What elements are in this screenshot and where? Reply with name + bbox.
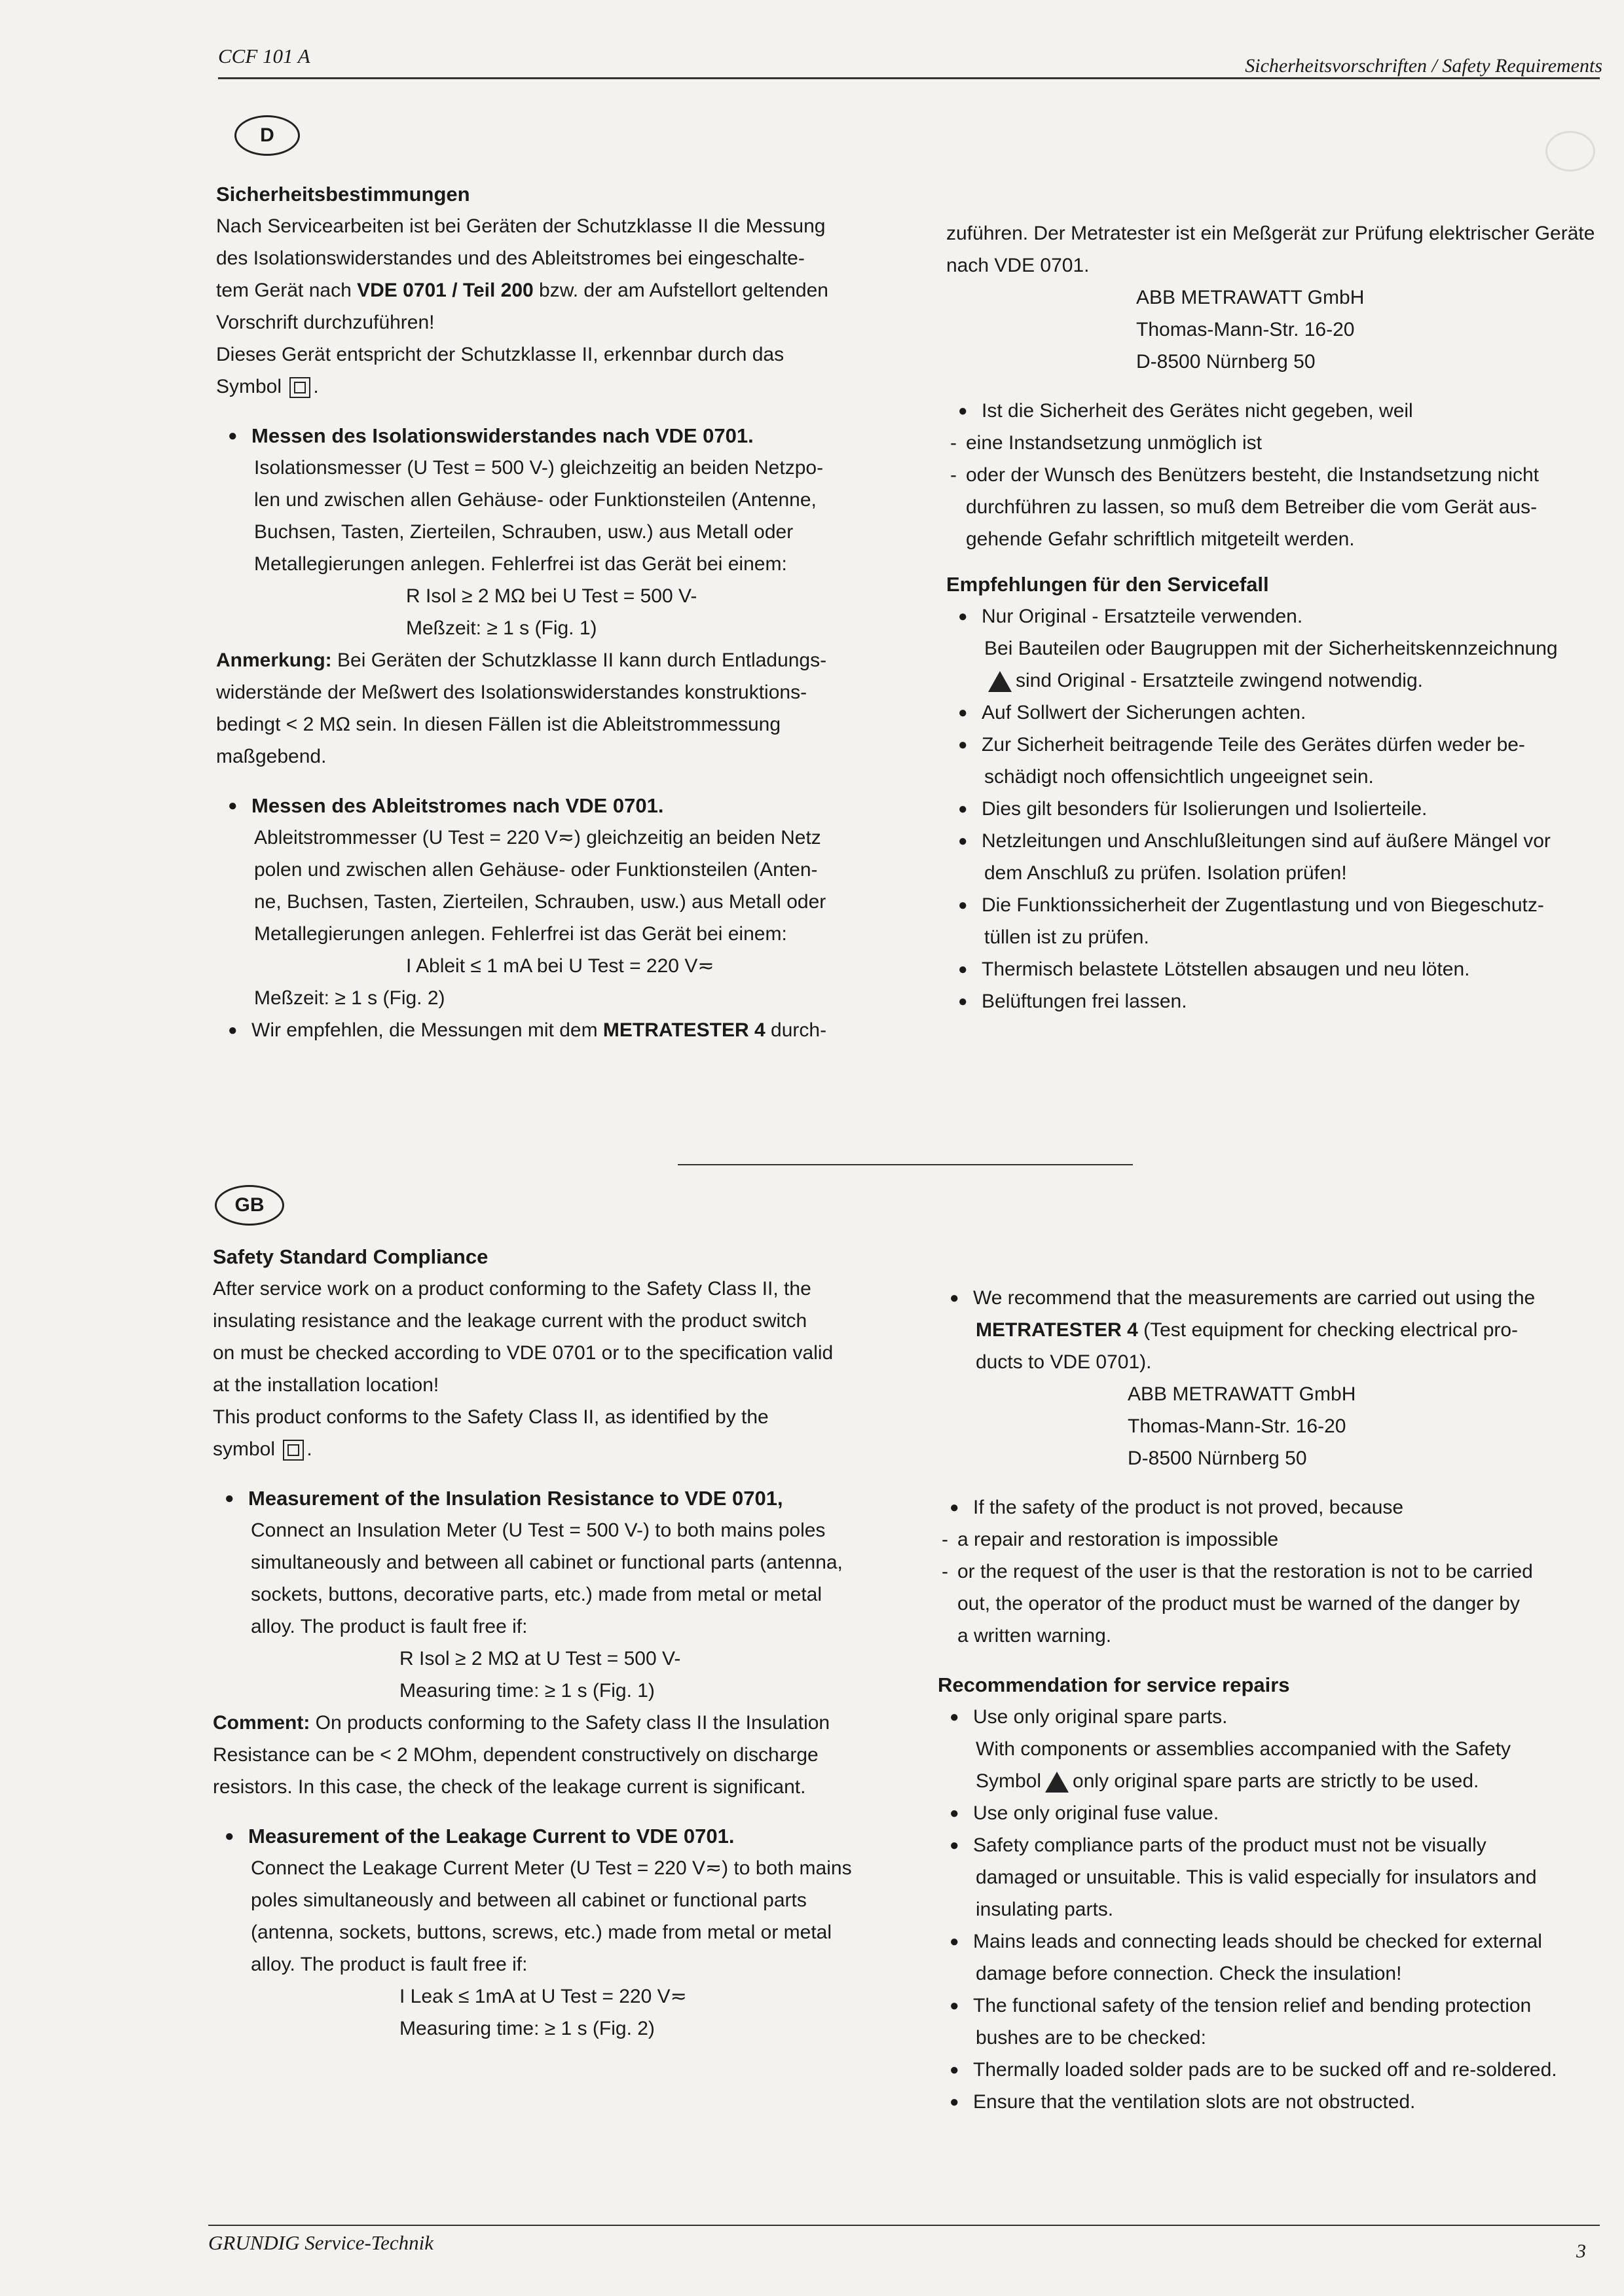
page-number: 3 bbox=[1576, 2240, 1586, 2262]
gb-leak-title: ● Measurement of the Leakage Current to VDE 0701. bbox=[225, 1820, 881, 1852]
de-leak-line: Metallegierungen anlegen. Fehlerfrei ist das Gerät bei einem: bbox=[254, 923, 787, 945]
de-service-title: Empfehlungen für den Servicefall bbox=[946, 573, 1269, 596]
de-intro-line: des Isolationswiderstandes und des Ableitstromes bei eingeschalte- bbox=[216, 247, 805, 269]
de-service-item: ● Belüftungen frei lassen. bbox=[958, 985, 1601, 1017]
language-badge-de: D bbox=[234, 115, 300, 156]
gb-safety-line: - or the request of the user is that the restoration is not to be carried bbox=[938, 1556, 1599, 1588]
gb-leak-line: Connect the Leakage Current Meter (U Test = 220 V≂) to both mains bbox=[251, 1857, 852, 1879]
de-left-column bbox=[216, 178, 877, 1046]
gb-recommend-line: ducts to VDE 0701). bbox=[976, 1351, 1152, 1373]
de-leak-time: Meßzeit: ≥ 1 s (Fig. 2) bbox=[254, 987, 445, 1009]
de-service-item: ● Dies gilt besonders für Isolierungen und Isolierteile. bbox=[958, 793, 1601, 825]
gb-iso-line: alloy. The product is fault free if: bbox=[251, 1616, 528, 1637]
language-badge-gb: GB bbox=[215, 1185, 284, 1226]
gb-service-item: bushes are to be checked: bbox=[976, 2027, 1206, 2049]
footer-rule bbox=[208, 2225, 1600, 2226]
gb-right-column bbox=[938, 1282, 1599, 2118]
gb-left-column bbox=[213, 1241, 881, 2045]
gb-recommend-line: METRATESTER 4 (Test equipment for checking electrical pro- bbox=[976, 1319, 1519, 1341]
gb-service-item: damage before connection. Check the insulation! bbox=[976, 1963, 1402, 1984]
gb-service-item: Symbol only original spare parts are strictly to be used. bbox=[976, 1770, 1479, 1792]
gb-intro-line: This product conforms to the Safety Class II, as identified by the bbox=[213, 1406, 769, 1428]
gb-address-line: Thomas-Mann-Str. 16-20 bbox=[1128, 1415, 1346, 1437]
de-leak-title: ● Messen des Ableitstromes nach VDE 0701. bbox=[228, 790, 877, 822]
gb-leak-line: (antenna, sockets, buttons, screws, etc.) made from metal or metal bbox=[251, 1922, 832, 1943]
de-address-line: D-8500 Nürnberg 50 bbox=[1136, 351, 1316, 373]
gb-recommend-line: ● We recommend that the measurements are carried out using the bbox=[950, 1282, 1599, 1314]
gb-service-item: ● Ensure that the ventilation slots are not obstructed. bbox=[950, 2086, 1599, 2118]
gb-safety-line: a written warning. bbox=[957, 1625, 1112, 1647]
gb-iso-time: Measuring time: ≥ 1 s (Fig. 1) bbox=[399, 1680, 655, 1702]
de-iso-line: Metallegierungen anlegen. Fehlerfrei ist das Gerät bei einem: bbox=[254, 553, 787, 575]
warning-triangle-icon bbox=[988, 671, 1012, 692]
gb-service-item: ● Safety compliance parts of the product must not be visually bbox=[950, 1829, 1599, 1861]
de-title: Sicherheitsbestimmungen bbox=[216, 183, 470, 206]
gb-iso-formula: R Isol ≥ 2 MΩ at U Test = 500 V- bbox=[399, 1648, 681, 1669]
header-section-title: Sicherheitsvorschriften / Safety Requirements bbox=[1245, 55, 1602, 77]
gb-intro-line: insulating resistance and the leakage current with the product switch bbox=[213, 1310, 807, 1332]
de-intro-line: Dieses Gerät entspricht der Schutzklasse II, erkennbar durch das bbox=[216, 344, 784, 365]
gb-iso-line: sockets, buttons, decorative parts, etc.) made from metal or metal bbox=[251, 1584, 822, 1605]
gb-iso-title: ● Measurement of the Insulation Resistance to VDE 0701, bbox=[225, 1482, 881, 1514]
de-service-item: tüllen ist zu prüfen. bbox=[984, 926, 1149, 948]
gb-note-line: Comment: On products conforming to the Safety class II the Insulation bbox=[213, 1712, 830, 1734]
de-note-line: bedingt < 2 MΩ sein. In diesen Fällen ist die Ableitstrommessung bbox=[216, 714, 781, 735]
de-iso-time: Meßzeit: ≥ 1 s (Fig. 1) bbox=[406, 617, 597, 639]
gb-leak-line: poles simultaneously and between all cabinet or functional parts bbox=[251, 1889, 807, 1911]
de-safety-line: - oder der Wunsch des Benützers besteht, die Instandsetzung nicht bbox=[946, 459, 1601, 491]
de-intro-line: Symbol . bbox=[216, 376, 319, 397]
gb-intro-line: symbol . bbox=[213, 1438, 312, 1460]
gb-safety-line: - a repair and restoration is impossible bbox=[938, 1523, 1599, 1556]
gb-service-item: ● Thermally loaded solder pads are to be sucked off and re-soldered. bbox=[950, 2054, 1599, 2086]
de-service-item: ● Zur Sicherheit beitragende Teile des Gerätes dürfen weder be- bbox=[958, 729, 1601, 761]
gb-leak-time: Measuring time: ≥ 1 s (Fig. 2) bbox=[399, 2018, 655, 2039]
de-recommend-line: ● Wir empfehlen, die Messungen mit dem METRATESTER 4 durch- bbox=[228, 1014, 877, 1046]
class-ii-symbol-icon bbox=[283, 1440, 304, 1461]
gb-leak-line: alloy. The product is fault free if: bbox=[251, 1954, 528, 1975]
de-leak-line: Ableitstrommesser (U Test = 220 V≂) gleichzeitig an beiden Netz bbox=[254, 827, 821, 848]
de-right-column bbox=[946, 217, 1601, 1017]
de-service-item: ● Nur Original - Ersatzteile verwenden. bbox=[958, 600, 1601, 632]
de-iso-formula: R Isol ≥ 2 MΩ bei U Test = 500 V- bbox=[406, 585, 697, 607]
gb-iso-line: Connect an Insulation Meter (U Test = 500 V-) to both mains poles bbox=[251, 1520, 826, 1541]
de-leak-line: polen und zwischen allen Gehäuse- oder Funktionsteilen (Anten- bbox=[254, 859, 818, 881]
de-leak-formula: I Ableit ≤ 1 mA bei U Test = 220 V≂ bbox=[406, 955, 714, 977]
de-safety-line: - eine Instandsetzung unmöglich ist bbox=[946, 427, 1601, 459]
de-service-item: ● Thermisch belastete Lötstellen absaugen und neu löten. bbox=[958, 953, 1601, 985]
de-service-item: dem Anschluß zu prüfen. Isolation prüfen! bbox=[984, 862, 1347, 884]
de-service-item: schädigt noch offensichtlich ungeeignet sein. bbox=[984, 766, 1374, 788]
gb-service-item: ● The functional safety of the tension relief and bending protection bbox=[950, 1990, 1599, 2022]
de-note-line: maßgebend. bbox=[216, 746, 327, 767]
de-note-line: widerstände der Meßwert des Isolationswiderstandes konstruktions- bbox=[216, 682, 807, 703]
warning-triangle-icon bbox=[1045, 1772, 1069, 1793]
gb-title: Safety Standard Compliance bbox=[213, 1245, 489, 1268]
header-rule bbox=[218, 77, 1600, 79]
de-iso-line: len und zwischen allen Gehäuse- oder Funktionsteilen (Antenne, bbox=[254, 489, 817, 511]
gb-service-item: damaged or unsuitable. This is valid especially for insulators and bbox=[976, 1867, 1537, 1888]
de-safety-line: gehende Gefahr schriftlich mitgeteilt werden. bbox=[966, 528, 1355, 550]
de-intro-line: tem Gerät nach VDE 0701 / Teil 200 bzw. der am Aufstellort geltenden bbox=[216, 280, 828, 301]
gb-safety-line: ● If the safety of the product is not proved, because bbox=[950, 1491, 1599, 1523]
de-leak-line: ne, Buchsen, Tasten, Zierteilen, Schrauben, usw.) aus Metall oder bbox=[254, 891, 826, 913]
de-service-item: ● Auf Sollwert der Sicherungen achten. bbox=[958, 697, 1601, 729]
section-separator bbox=[678, 1164, 1133, 1165]
de-service-item: Bei Bauteilen oder Baugruppen mit der Sicherheitskennzeichnung bbox=[984, 638, 1558, 659]
bleed-through-badge bbox=[1545, 131, 1595, 172]
gb-leak-formula: I Leak ≤ 1mA at U Test = 220 V≂ bbox=[399, 1986, 687, 2007]
gb-address-line: D-8500 Nürnberg 50 bbox=[1128, 1448, 1307, 1469]
de-service-item: ● Netzleitungen und Anschlußleitungen sind auf äußere Mängel vor bbox=[958, 825, 1601, 857]
de-recommend-line: nach VDE 0701. bbox=[946, 255, 1090, 276]
gb-service-item: With components or assemblies accompanied with the Safety bbox=[976, 1738, 1511, 1760]
gb-note-line: Resistance can be < 2 MOhm, dependent constructively on discharge bbox=[213, 1744, 819, 1766]
de-address-line: Thomas-Mann-Str. 16-20 bbox=[1136, 319, 1355, 340]
de-intro-line: Vorschrift durchzuführen! bbox=[216, 312, 435, 333]
gb-service-item: ● Use only original fuse value. bbox=[950, 1797, 1599, 1829]
de-recommend-line: zuführen. Der Metratester ist ein Meßgerät zur Prüfung elektrischer Geräte bbox=[946, 223, 1595, 244]
gb-service-item: insulating parts. bbox=[976, 1899, 1114, 1920]
gb-service-item: ● Mains leads and connecting leads should be checked for external bbox=[950, 1925, 1599, 1958]
footer-publisher: GRUNDIG Service-Technik bbox=[208, 2231, 434, 2254]
de-iso-title: ● Messen des Isolationswiderstandes nach VDE 0701. bbox=[228, 420, 877, 452]
gb-service-title: Recommendation for service repairs bbox=[938, 1673, 1290, 1696]
de-safety-line: durchführen zu lassen, so muß dem Betreiber die vom Gerät aus- bbox=[966, 496, 1538, 518]
gb-iso-line: simultaneously and between all cabinet or functional parts (antenna, bbox=[251, 1552, 843, 1573]
de-address-line: ABB METRAWATT GmbH bbox=[1136, 287, 1365, 308]
header-doc-code: CCF 101 A bbox=[218, 45, 310, 67]
gb-note-line: resistors. In this case, the check of the leakage current is significant. bbox=[213, 1776, 806, 1798]
de-intro-line: Nach Servicearbeiten ist bei Geräten der Schutzklasse II die Messung bbox=[216, 215, 826, 237]
gb-intro-line: on must be checked according to VDE 0701 or to the specification valid bbox=[213, 1342, 834, 1364]
gb-address-line: ABB METRAWATT GmbH bbox=[1128, 1383, 1356, 1405]
gb-intro-line: at the installation location! bbox=[213, 1374, 439, 1396]
gb-service-item: ● Use only original spare parts. bbox=[950, 1701, 1599, 1733]
de-service-item: ● Die Funktionssicherheit der Zugentlastung und von Biegeschutz- bbox=[958, 889, 1601, 921]
de-service-item: sind Original - Ersatzteile zwingend notwendig. bbox=[946, 665, 1601, 697]
de-iso-line: Isolationsmesser (U Test = 500 V-) gleichzeitig an beiden Netzpo- bbox=[254, 457, 824, 479]
gb-safety-line: out, the operator of the product must be warned of the danger by bbox=[957, 1593, 1520, 1614]
gb-intro-line: After service work on a product conforming to the Safety Class II, the bbox=[213, 1278, 811, 1300]
de-note-line: Anmerkung: Bei Geräten der Schutzklasse II kann durch Entladungs- bbox=[216, 649, 827, 671]
de-iso-line: Buchsen, Tasten, Zierteilen, Schrauben, usw.) aus Metall oder bbox=[254, 521, 794, 543]
class-ii-symbol-icon bbox=[289, 377, 310, 398]
de-safety-line: ● Ist die Sicherheit des Gerätes nicht gegeben, weil bbox=[958, 395, 1601, 427]
